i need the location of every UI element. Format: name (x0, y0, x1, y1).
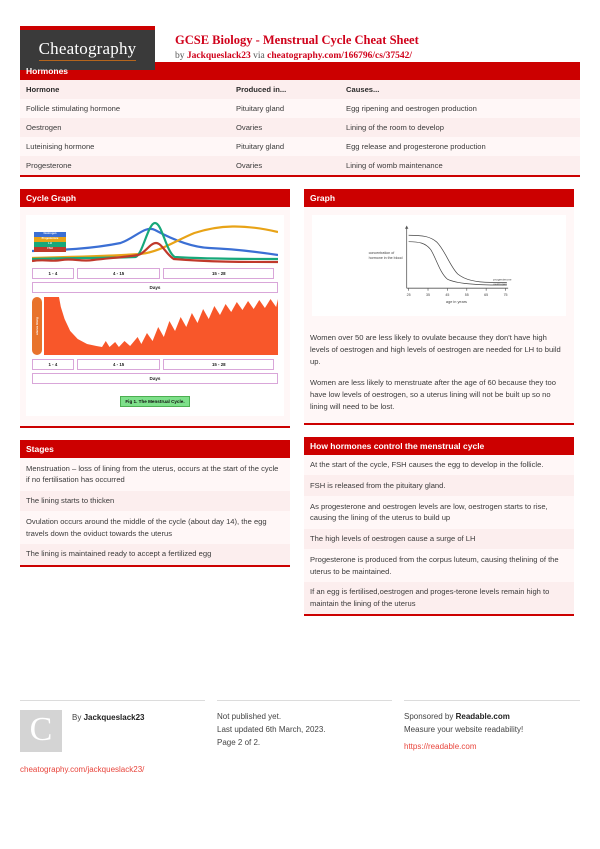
logo-text: Cheatography (39, 39, 137, 61)
day-bands-top (32, 268, 278, 279)
note-paragraph: Women over 50 are less likely to ovulate because they don't have high levels of oestrogen and high levels of oestrogen are needed for LH to build up. (304, 324, 574, 375)
curve-lh (32, 223, 278, 259)
list-item: At the start of the cycle, FSH causes the egg to develop in the follicle. (304, 455, 574, 476)
logo-box (20, 30, 155, 70)
x-tick-label: 65 (484, 292, 489, 297)
curve-label-oestrogen: oestrogen (493, 281, 508, 286)
hormone-decline-chart (318, 221, 560, 305)
column-header-produced-in: Produced in... (230, 80, 340, 99)
table-row (20, 118, 580, 137)
hormones-table-body (20, 80, 580, 175)
days-axis-label-bottom: Days (32, 373, 278, 384)
cell-hormone: Oestrogen (20, 118, 230, 137)
x-tick-label: 75 (503, 292, 508, 297)
list-item: If an egg is fertilised,oestrogen and proges-terone levels remain high to maintain the lining of the uterus (304, 582, 574, 615)
y-axis-arrow-icon (405, 226, 408, 229)
cell-causes: Lining of the room to develop (340, 118, 580, 137)
list-item: FSH is released from the pituitary gland. (304, 475, 574, 496)
curve-progesterone (409, 235, 507, 282)
note-paragraph: Women are less likely to menstruate after the age of 60 because they too have low levels of oestrogen, so a uterus lining will not be built up so no lining will need to be lost. (304, 375, 574, 422)
hormone-control-section (304, 437, 574, 617)
footer-sponsor-name[interactable]: Readable.com (455, 712, 510, 721)
footer-author-inner (20, 710, 205, 752)
footer-sponsor-column (404, 700, 580, 774)
day-bands-bottom (32, 359, 278, 370)
curve-label-progesterone: progesterone (493, 277, 512, 282)
uterus-lining-area (44, 297, 278, 355)
x-tick-labels (407, 293, 508, 297)
legend-item-fsh: FSH (34, 247, 66, 252)
footer-sponsor-url-link[interactable]: https://readable.com (404, 742, 477, 752)
cheatography-logo[interactable] (20, 26, 155, 70)
footer-by-label: By (72, 713, 84, 722)
cycle-graph-inner (26, 215, 284, 416)
x-tick-label: 55 (464, 292, 469, 297)
footer-page-number: Page 2 of 2. (217, 738, 261, 748)
right-column (304, 189, 574, 628)
x-tick-label: 35 (426, 292, 430, 297)
page-title: GCSE Biology - Menstrual Cycle Cheat Sheet (175, 33, 419, 47)
byline-via-label: via (250, 51, 268, 61)
days-axis-label-top: Days (32, 282, 278, 293)
footer-author-url-link[interactable]: cheatography.com/jackqueslack23/ (20, 765, 145, 774)
avatar: C (20, 710, 62, 752)
footer-sponsor-prefix: Sponsored by (404, 712, 456, 721)
column-header-hormone: Hormone (20, 80, 230, 99)
legend-item-oestrogen: Oestrogen (34, 232, 66, 237)
cell-produced-in: Ovaries (230, 156, 340, 175)
cycle-graph-figure (20, 207, 290, 426)
byline (175, 51, 419, 61)
hormone-curves-chart (32, 221, 278, 265)
list-item: As progesterone and oestrogen levels are low, oestrogen starts to rise, causing the lining of the uterus to build up (304, 496, 574, 529)
cell-causes: Lining of womb maintenance (340, 156, 580, 175)
list-item: The high levels of oestrogen cause a surge of LH (304, 529, 574, 550)
uterus-lining-axis-label (32, 297, 42, 355)
x-tick-label: 45 (445, 292, 450, 297)
page-footer (20, 700, 580, 774)
cell-produced-in: Ovaries (230, 118, 340, 137)
footer-sponsor-line (404, 710, 580, 723)
cell-causes: Egg ripening and oestrogen production (340, 99, 580, 118)
legend-item-lh: LH (34, 242, 66, 247)
uterus-lining-chart (32, 297, 278, 355)
graph-inner (312, 215, 566, 316)
cell-hormone: Luteinising hormone (20, 137, 230, 156)
cycle-graph-legend (34, 232, 66, 252)
byline-author-link[interactable]: Jackqueslack23 (186, 51, 251, 61)
list-item: The lining is maintained ready to accept a fertilized egg (20, 544, 290, 565)
curve-oestrogen (409, 242, 507, 285)
list-item: The lining starts to thicken (20, 491, 290, 512)
table-row (20, 99, 580, 118)
table-header-row (20, 80, 580, 99)
footer-published-status: Not published yet. (217, 712, 282, 721)
footer-author-name[interactable]: Jackqueslack23 (83, 713, 145, 722)
cell-produced-in: Pituitary gland (230, 137, 340, 156)
graph-figure (304, 207, 574, 324)
cell-produced-in: Pituitary gland (230, 99, 340, 118)
legend-item-progesterone: Progesterone (34, 237, 66, 242)
graph-section (304, 189, 574, 425)
footer-last-updated: Last updated 6th March, 2023. (217, 725, 326, 735)
title-block (155, 26, 419, 61)
content-columns (20, 189, 580, 628)
hormone-control-heading: How hormones control the menstrual cycle (304, 437, 574, 455)
figure-caption (32, 390, 278, 408)
cell-hormone: Progesterone (20, 156, 230, 175)
cycle-graph-heading: Cycle Graph (20, 189, 290, 207)
left-column (20, 189, 290, 628)
figure-caption-text: Fig 1. The Menstrual Cycle. (120, 396, 189, 407)
y-axis-label-wrap (369, 251, 405, 273)
hormones-heading: Hormones (20, 62, 580, 80)
page-header (20, 0, 580, 62)
graph-heading: Graph (304, 189, 574, 207)
list-item: Menstruation – loss of lining from the uterus, occurs at the start of the cycle if no fertilisation has occurred (20, 458, 290, 491)
day-band-2-bottom: 4 - 15 (77, 359, 161, 370)
footer-sponsor-tagline: Measure your website readability! (404, 725, 524, 735)
footer-author-column (20, 700, 205, 774)
stages-section (20, 440, 290, 567)
uterus-lining-plot (44, 297, 278, 355)
table-row (20, 137, 580, 156)
cell-hormone: Follicle stimulating hormone (20, 99, 230, 118)
day-band-1: 1 - 4 (32, 268, 74, 279)
column-header-causes: Causes... (340, 80, 580, 99)
footer-publish-column (217, 700, 392, 774)
hormones-section (20, 62, 580, 177)
stages-heading: Stages (20, 440, 290, 458)
x-axis-label: age in years (445, 299, 467, 305)
table-row (20, 156, 580, 175)
byline-source-link[interactable]: cheatography.com/166796/cs/37542/ (267, 51, 412, 61)
cell-causes: Egg release and progesterone production (340, 137, 580, 156)
hormone-curves-svg (32, 221, 278, 265)
byline-by-label: by (175, 51, 187, 61)
uterus-lining-svg (44, 297, 278, 355)
hormones-table (20, 80, 580, 175)
day-band-1-bottom: 1 - 4 (32, 359, 74, 370)
day-band-2: 4 - 15 (77, 268, 161, 279)
day-band-3: 15 - 28 (163, 268, 274, 279)
day-band-3-bottom: 15 - 28 (163, 359, 274, 370)
y-axis-label: concentration of hormone in the blood (368, 251, 403, 261)
list-item: Ovulation occurs around the middle of the cycle (about day 14), the egg travels down the oviduct towards the uterus (20, 511, 290, 544)
x-tick-label: 25 (406, 292, 411, 297)
uterus-lining-axis-text: uterus lining (35, 317, 39, 335)
footer-author-line (62, 710, 145, 752)
x-axis-ticks (409, 288, 506, 291)
cycle-graph-section (20, 189, 290, 428)
list-item: Progesterone is produced from the corpus luteum, causing thelining of the uterus to be maintained. (304, 549, 574, 582)
